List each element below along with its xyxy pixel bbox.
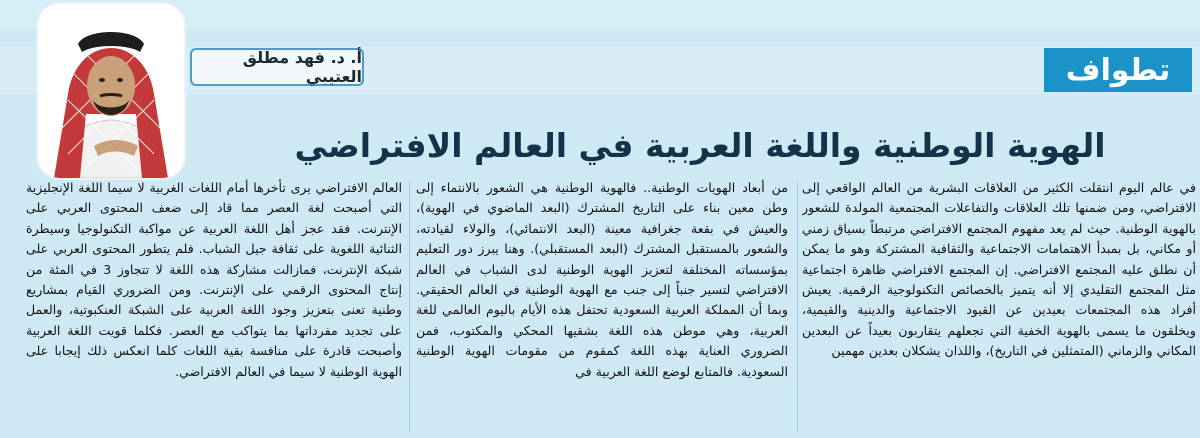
- article-body: [6, 178, 1198, 436]
- article-column-1: في عالم اليوم انتقلت الكثير من العلاقات البشرية من العالم الواقعي إلى الافتراضي، ومن ضمنها تلك العلاقات والتفاعلات المجتمعية المولدة للشعور بالهوية الوطنية. حيث لم يعد مفهوم المجتمع الافتراضي مرتبطاً بسياق زمني أو مكاني، بل بمبدأ الاهتمامات الاجتماعية والثقافية المشتركة وهو ما يمكن أن نطلق عليه المجتمع الافتراضي. إن المجتمع الافتراضي ظاهرة اجتماعية مثل المجتمع التقليدي إلا أنه يتميز بالخصائص التكنولوجية الرقمية. يعيش أفراد هذه المجتمعات بعيدين عن القيود الاجتماعية والدينية والقيمية، ويخلقون ما يسمى بالهوية الخفية التي تجعلهم يتقاربون بعيداً عن البعدين المكاني والزماني (المتمثلين في التاريخ)، واللذان يشكلان بعدين مهمين: [802, 180, 1196, 359]
- author-byline: أ. د. فهد مطلق العتيبي: [190, 48, 364, 86]
- section-label: تطواف: [1044, 48, 1192, 92]
- author-photo: [38, 4, 184, 178]
- author-portrait-illustration: [38, 4, 184, 178]
- article-title: الهوية الوطنية واللغة العربية في العالم الافتراضي: [294, 126, 1106, 165]
- article-column-2: من أبعاد الهويات الوطنية.. فالهوية الوطنية هي الشعور بالانتماء إلى وطن معين بناء على التاريخ المشترك (البعد الماضوي في الهوية)، والعيش في بقعة جغرافية معينة (البعد الانتمائي)، والولاء لقيادته، والشعور بالمستقبل المشترك (البعد المستقبلي). وهنا يبرز دور التعليم بمؤسساته المختلفة لتعزيز الهوية الوطنية لدى الشباب في العالم الافتراضي لتسير جنباً إلى جنب مع الهوية الوطنية في العالم الحقيقي. وبما أن المملكة العربية السعودية تحتفل هذه الأيام باليوم العالمي للغة العربية، وهي موطن هذه اللغة بشقيها المحكي والمكتوب، فمن الضروري العناية بهذه اللغة كمقوم من مقومات الهوية الوطنية السعودية. فالمتابع لوضع اللغة العربية في: [416, 180, 788, 379]
- article-column-3: العالم الافتراضي يرى تأخرها أمام اللغات الغربية لا سيما اللغة الإنجليزية التي أصبحت لغة العصر مما قاد إلى ضعف المحتوى العربي على الإنترنت. فقد عجز أهل اللغة العربية عن مواكبة التكنولوجيا وسيطرة الثنائية اللغوية على ثقافة جيل الشباب. فلم يتطور المحتوى العربي على شبكة الإنترنت، فمازالت مشاركة هذه اللغة لا تتجاوز 3 في المئة من إنتاج المحتوى الرقمي على الإنترنت. ومن الضروري القيام بمشاريع وطنية تعنى بتعزيز وجود اللغة العربية على الشبكة العنكبوتية، والعمل على تجديد مفرداتها بما يتواكب مع العصر. فكلما قويت اللغة العربية وأصبحت قادرة على منافسة بقية اللغات كلما انعكس ذلك إيجابا على الهوية الوطنية لا سيما في العالم الافتراضي.: [26, 180, 402, 379]
